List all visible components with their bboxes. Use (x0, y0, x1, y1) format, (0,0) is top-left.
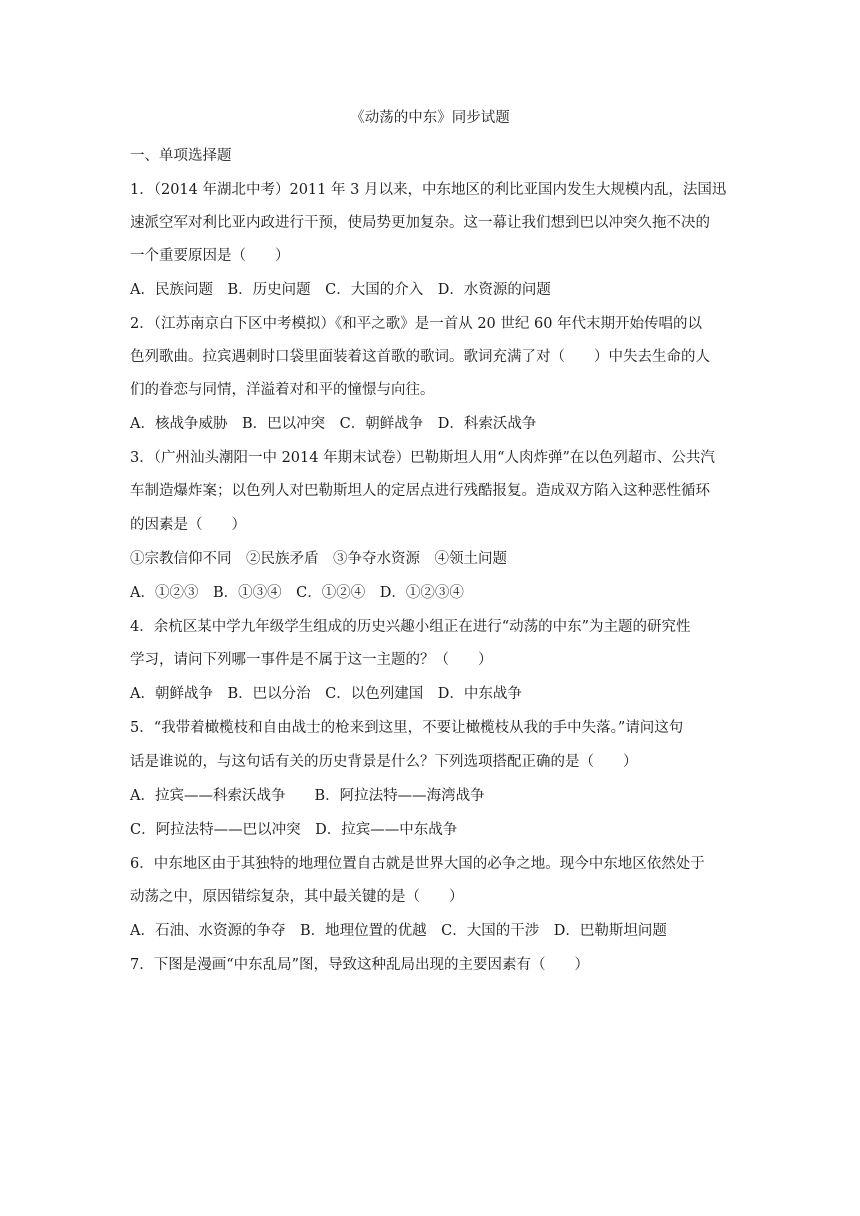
question-4-options: A．朝鲜战争 B．巴以分治 C．以色列建国 D．中东战争 (130, 686, 522, 702)
question-2-options: A．核战争威胁 B．巴以冲突 C．朝鲜战争 D．科索沃战争 (130, 416, 537, 432)
question-3-options: A．①②③ B．①③④ C．①②④ D．①②③④ (130, 585, 464, 601)
question-5-options-cd: C．阿拉法特——巴以冲突 D．拉宾——中东战争 (130, 822, 458, 838)
section-heading: 一、单项选择题 (130, 148, 232, 164)
question-6-line-1: 6．中东地区由于其独特的地理位置自古就是世界大国的必争之地。现今中东地区依然处于 (130, 856, 705, 872)
question-1-line-3: 一个重要原因是（ ） (130, 248, 290, 264)
question-6-options: A．石油、水资源的争夺 B．地理位置的优越 C．大国的干涉 D．巴勒斯坦问题 (130, 923, 667, 939)
question-3-line-2: 车制造爆炸案；以色列人对巴勒斯坦人的定居点进行残酷报复。造成双方陷入这种恶性循环 (130, 483, 710, 499)
document-title: 《动荡的中东》同步试题 (350, 110, 510, 126)
question-5-line-1: 5．“我带着橄榄枝和自由战士的枪来到这里，不要让橄榄枝从我的手中失落。”请问这句 (130, 720, 684, 736)
question-2-line-2: 色列歌曲。拉宾遇刺时口袋里面装着这首歌的歌词。歌词充满了对（ ）中失去生命的人 (130, 349, 710, 365)
question-5-line-2: 话是谁说的，与这句话有关的历史背景是什么？下列选项搭配正确的是（ ） (130, 754, 638, 770)
question-3-statements: ①宗教信仰不同 ②民族矛盾 ③争夺水资源 ④领土问题 (130, 551, 507, 567)
question-7-line-1: 7．下图是漫画“中东乱局”图，导致这种乱局出现的主要因素有（ ） (130, 957, 590, 973)
question-1-line-1: 1．（2014 年湖北中考）2011 年 3 月以来，中东地区的利比亚国内发生大规模内乱，法国迅 (130, 182, 727, 198)
question-1-line-2: 速派空军对利比亚内政进行干预，使局势更加复杂。这一幕让我们想到巴以冲突久拖不决的 (130, 215, 710, 231)
question-1-options: A．民族问题 B．历史问题 C．大国的介入 D．水资源的问题 (130, 282, 551, 298)
question-4-line-2: 学习，请问下列哪一事件是不属于这一主题的？（ ） (130, 652, 493, 668)
question-5-options-ab: A．拉宾——科索沃战争 B．阿拉法特——海湾战争 (130, 788, 485, 804)
question-6-line-2: 动荡之中，原因错综复杂，其中最关键的是（ ） (130, 889, 464, 905)
question-2-line-1: 2．（江苏南京白下区中考模拟）《和平之歌》是一首从 20 世纪 60 年代末期开始传唱的以 (130, 316, 703, 332)
question-3-line-1: 3．（广州汕头潮阳一中 2014 年期末试卷）巴勒斯坦人用“人肉炸弹”在以色列超市、公共汽 (130, 450, 715, 466)
question-2-line-3: 们的眷恋与同情，洋溢着对和平的憧憬与向往。 (130, 382, 435, 398)
question-4-line-1: 4．余杭区某中学九年级学生组成的历史兴趣小组正在进行“动荡的中东”为主题的研究性 (130, 619, 691, 635)
question-3-line-3: 的因素是（ ） (130, 517, 246, 533)
